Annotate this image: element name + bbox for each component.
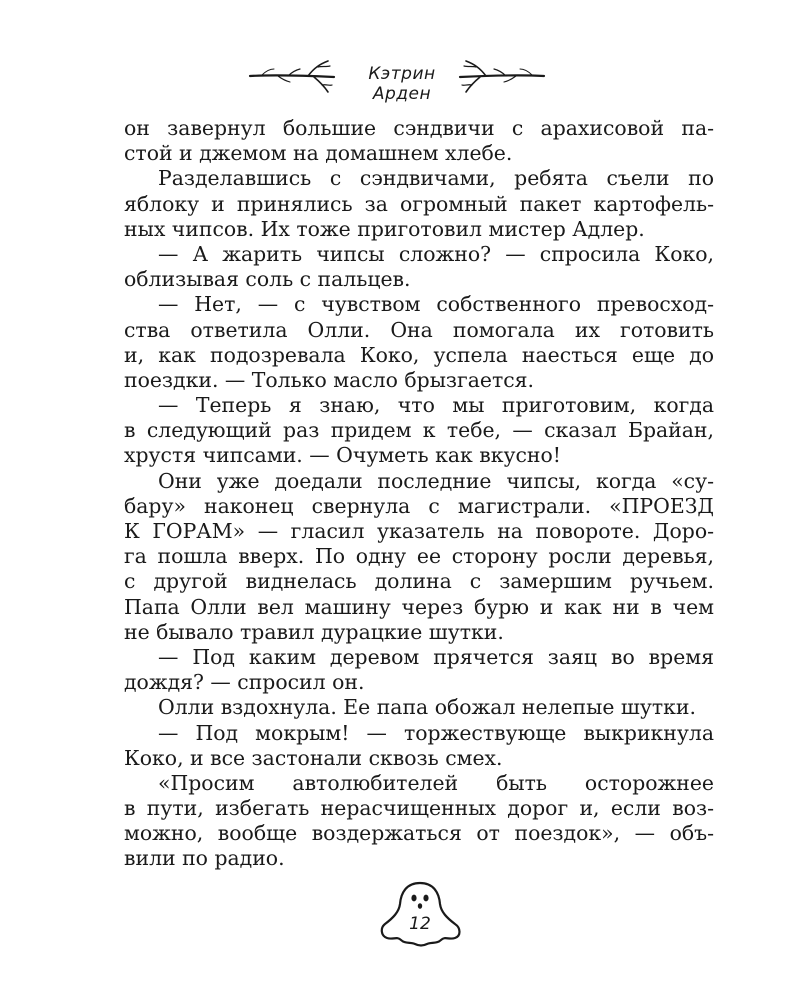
text-line: — А жарить чипсы сложно? — спросила Коко, — [158, 241, 714, 266]
text-line: «Просим автолюбителей быть осторожнее — [158, 770, 714, 795]
body-text — [124, 116, 714, 872]
text-line: — Нет, — с чувством собственного превосход- — [158, 292, 714, 317]
text-line: яблоку и принялись за огромный пакет картофель- — [124, 191, 714, 216]
text-line: Разделавшись с сэндвичами, ребята съели по — [158, 166, 714, 191]
text-line: — Под каким деревом прячется заяц во время — [158, 644, 714, 669]
text-line: дождя? — спросил он. — [124, 670, 365, 695]
text-line: и, как подозревала Коко, успела наесться еще до — [124, 342, 714, 367]
text-line: Коко, и все застонали сквозь смех. — [124, 745, 503, 770]
text-line: К ГОРАМ» — гласил указатель на повороте. Доро- — [124, 519, 714, 543]
text-line: — Теперь я знаю, что мы приготовим, когда — [158, 393, 714, 418]
text-line: он завернул большие сэндвичи с арахисовой па- — [124, 116, 714, 140]
text-line: га пошла вверх. По одну ее сторону росли деревья, — [124, 544, 714, 569]
running-header — [0, 52, 800, 102]
text-line: можно, вообще воздержаться от поездок», — объ- — [124, 821, 714, 846]
page-number: 12 — [409, 914, 431, 934]
branch-ornament-left-icon — [248, 58, 336, 94]
text-line: в пути, избегать нерасчищенных дорог и, если воз- — [124, 796, 714, 821]
text-line: хрустя чипсами. — Очуметь как вкусно! — [124, 443, 561, 468]
text-line: ных чипсов. Их тоже приготовил мистер Адлер. — [124, 216, 645, 241]
text-line: Они уже доедали последние чипсы, когда «су- — [158, 468, 714, 493]
text-line: бару» наконец свернула с магистрали. «ПРОЕЗД — [124, 493, 714, 518]
text-line: ства ответила Олли. Она помогала их готовить — [124, 317, 714, 342]
text-line: вили по радио. — [124, 846, 285, 871]
text-line: стой и джемом на домашнем хлебе. — [124, 141, 513, 166]
branch-ornament-right-icon — [458, 58, 546, 94]
text-line: Папа Олли вел машину через бурю и как ни в чем — [124, 594, 714, 619]
text-line: облизывая соль с пальцев. — [124, 267, 411, 292]
text-line: Олли вздохнула. Ее папа обожал нелепые шутки. — [158, 695, 696, 720]
text-line: поездки. — Только масло брызгается. — [124, 367, 534, 392]
text-line: в следующий раз придем к тебе, — сказал Брайан, — [124, 418, 714, 443]
page-number-badge — [377, 880, 463, 948]
text-line: не бывало травил дурацкие шутки. — [124, 619, 504, 644]
text-line: с другой виднелась долина с замершим ручьем. — [124, 569, 714, 594]
text-line: — Под мокрым! — торжествующе выкрикнула — [158, 720, 714, 745]
author-name: Кэтрин Арден — [368, 64, 436, 104]
